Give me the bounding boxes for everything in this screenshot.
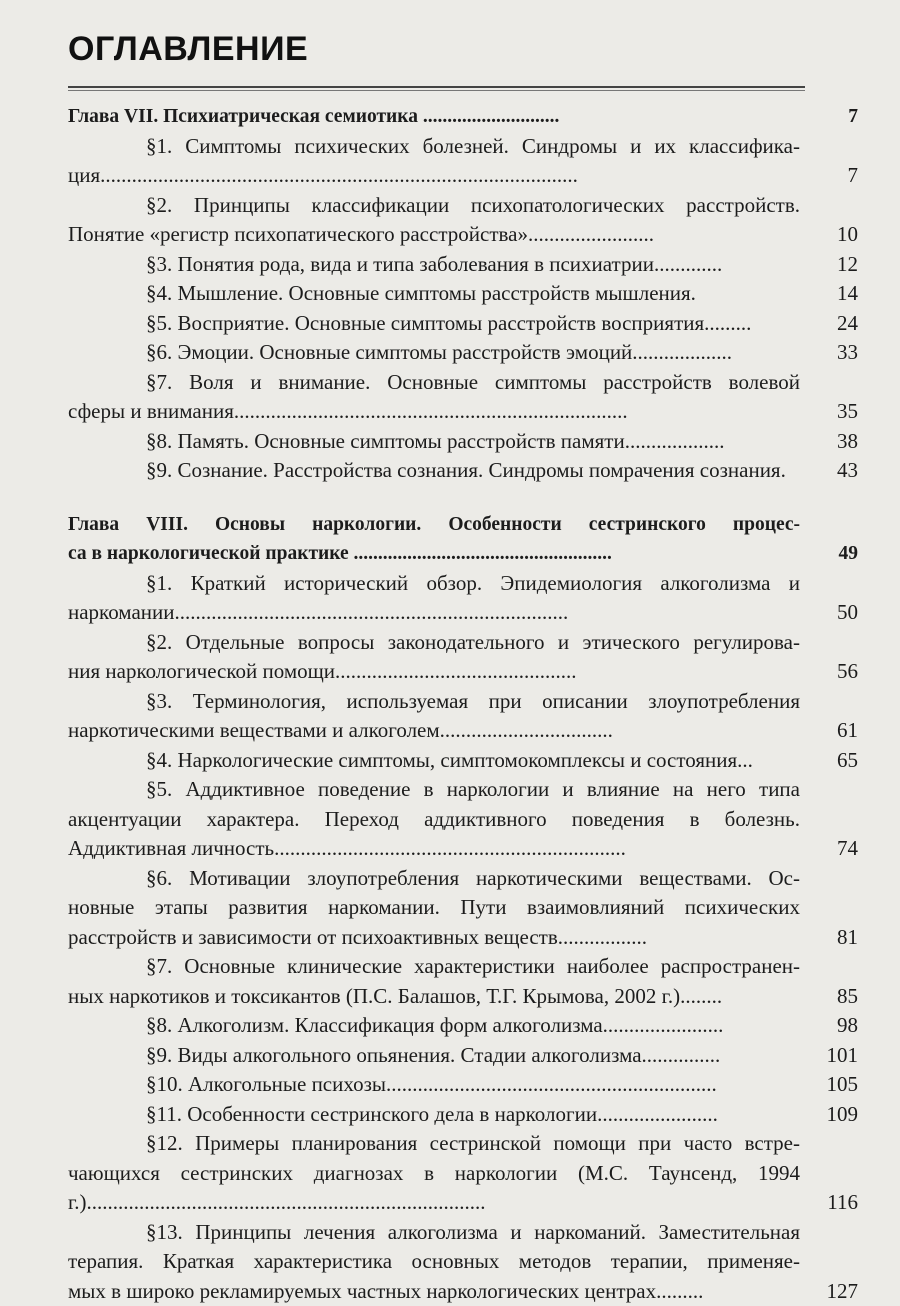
table-of-contents [68,102,858,1306]
toc-section-entry [68,427,858,457]
toc-entry-text: Глава VIII. Основы наркологии. Особенности сестринского процес- [68,510,800,540]
toc-page-number: 14 [798,279,858,309]
toc-page-number: 7 [798,161,858,191]
toc-section-entry [68,864,858,953]
title-rule [68,86,805,88]
toc-entry-text: §8. Память. Основные симптомы расстройств памяти................... [68,427,800,457]
toc-entry-text: Понятие «регистр психопатического расстройства»........................ [68,220,800,250]
toc-page-number: 33 [798,338,858,368]
toc-entry-text: §1. Симптомы психических болезней. Синдромы и их классифика- [68,132,800,162]
toc-entry-text: ния наркологической помощи.............................................. [68,657,800,687]
toc-entry-text: ных наркотиков и токсикантов (П.С. Балашов, Т.Г. Крымова, 2002 г.)........ [68,982,800,1012]
toc-page-number: 127 [798,1277,858,1306]
toc-section-entry [68,1011,858,1041]
toc-section-entry [68,279,858,309]
toc-entry-text: §10. Алкогольные психозы............................................................... [68,1070,800,1100]
toc-page-number: 56 [798,657,858,687]
toc-entry-text: §7. Воля и внимание. Основные симптомы расстройств волевой [68,368,800,398]
toc-section-entry [68,338,858,368]
toc-entry-text: §2. Принципы классификации психопатологических расстройств. [68,191,800,221]
toc-section-entry [68,250,858,280]
toc-entry-text: §9. Виды алкогольного опьянения. Стадии алкоголизма............... [68,1041,800,1071]
toc-entry-text: §5. Восприятие. Основные симптомы расстройств восприятия......... [68,309,800,339]
toc-entry-text: §2. Отдельные вопросы законодательного и этического регулирова- [68,628,800,658]
toc-page-number: 49 [798,539,858,569]
toc-entry-text: §8. Алкоголизм. Классификация форм алкоголизма....................... [68,1011,800,1041]
toc-section-entry [68,132,858,191]
toc-entry-text: наркомании........................................................................... [68,598,800,628]
toc-entry-text: §6. Эмоции. Основные симптомы расстройств эмоций................... [68,338,800,368]
toc-section-entry [68,1218,858,1306]
toc-page-number: 74 [798,834,858,864]
toc-page-number: 50 [798,598,858,628]
toc-entry-text: ция........................................................................................... [68,161,800,191]
toc-entry-text: §3. Понятия рода, вида и типа заболевания в психиатрии............. [68,250,800,280]
toc-entry-text: §5. Аддиктивное поведение в наркологии и влияние на него типа [68,775,800,805]
toc-section-entry [68,456,858,486]
toc-entry-text: терапия. Краткая характеристика основных методов терапии, применяе- [68,1247,800,1277]
toc-page-number: 98 [798,1011,858,1041]
toc-section-entry [68,952,858,1011]
toc-entry-text: §9. Сознание. Расстройства сознания. Синдромы помрачения сознания. [68,456,800,486]
toc-entry-text: §6. Мотивации злоупотребления наркотическими веществами. Ос- [68,864,800,894]
toc-entry-text: §13. Принципы лечения алкоголизма и наркоманий. Заместительная [68,1218,800,1248]
toc-page-number: 109 [798,1100,858,1130]
toc-entry-text: §11. Особенности сестринского дела в наркологии....................... [68,1100,800,1130]
toc-page-number: 43 [798,456,858,486]
toc-page-number: 24 [798,309,858,339]
toc-entry-text: расстройств и зависимости от психоактивных веществ................. [68,923,800,953]
toc-entry-text: са в наркологической практике ..................................................... [68,539,800,569]
toc-entry-text: сферы и внимания........................................................................... [68,397,800,427]
toc-entry-text: новные этапы развития наркомании. Пути взаимовлияний психических [68,893,800,923]
toc-page-number: 10 [798,220,858,250]
toc-entry-text: §4. Мышление. Основные симптомы расстройств мышления. [68,279,800,309]
toc-section-entry [68,368,858,427]
toc-chapter-entry [68,102,858,132]
toc-section-entry [68,1100,858,1130]
toc-chapter-entry [68,510,858,569]
toc-entry-text: §12. Примеры планирования сестринской помощи при часто встре- [68,1129,800,1159]
toc-entry-text: акцентуации характера. Переход аддиктивного поведения в болезнь. [68,805,800,835]
toc-page-number: 85 [798,982,858,1012]
toc-page-number: 65 [798,746,858,776]
title-rule-thin [68,90,805,91]
toc-page-number: 7 [798,102,858,132]
toc-entry-text: наркотическими веществами и алкоголем................................. [68,716,800,746]
toc-entry-text: §4. Наркологические симптомы, симптомокомплексы и состояния... [68,746,800,776]
toc-entry-text: Аддиктивная личность................................................................... [68,834,800,864]
toc-entry-text: г.)............................................................................ [68,1188,800,1218]
toc-page-number: 105 [798,1070,858,1100]
toc-entry-text: Глава VII. Психиатрическая семиотика ............................ [68,102,800,132]
toc-page-number: 81 [798,923,858,953]
toc-page-number: 35 [798,397,858,427]
toc-page-number: 116 [798,1188,858,1218]
toc-section-entry [68,628,858,687]
toc-page-number: 38 [798,427,858,457]
toc-section-entry [68,569,858,628]
toc-section-entry [68,687,858,746]
toc-page-number: 61 [798,716,858,746]
toc-section-entry [68,1070,858,1100]
toc-entry-text: чающихся сестринских диагнозах в наркологии (М.С. Таунсенд, 1994 [68,1159,800,1189]
page-title: ОГЛАВЛЕНИЕ [68,30,308,69]
toc-section-entry [68,775,858,864]
toc-page-number: 101 [798,1041,858,1071]
toc-entry-text: §3. Терминология, используемая при описании злоупотребления [68,687,800,717]
toc-section-entry [68,191,858,250]
toc-entry-text: §1. Краткий исторический обзор. Эпидемиология алкоголизма и [68,569,800,599]
toc-section-entry [68,1041,858,1071]
toc-page-number: 12 [798,250,858,280]
toc-section-entry [68,1129,858,1218]
toc-entry-text: мых в широко рекламируемых частных наркологических центрах......... [68,1277,800,1306]
toc-section-entry [68,309,858,339]
toc-entry-text: §7. Основные клинические характеристики наиболее распространен- [68,952,800,982]
toc-section-entry [68,746,858,776]
